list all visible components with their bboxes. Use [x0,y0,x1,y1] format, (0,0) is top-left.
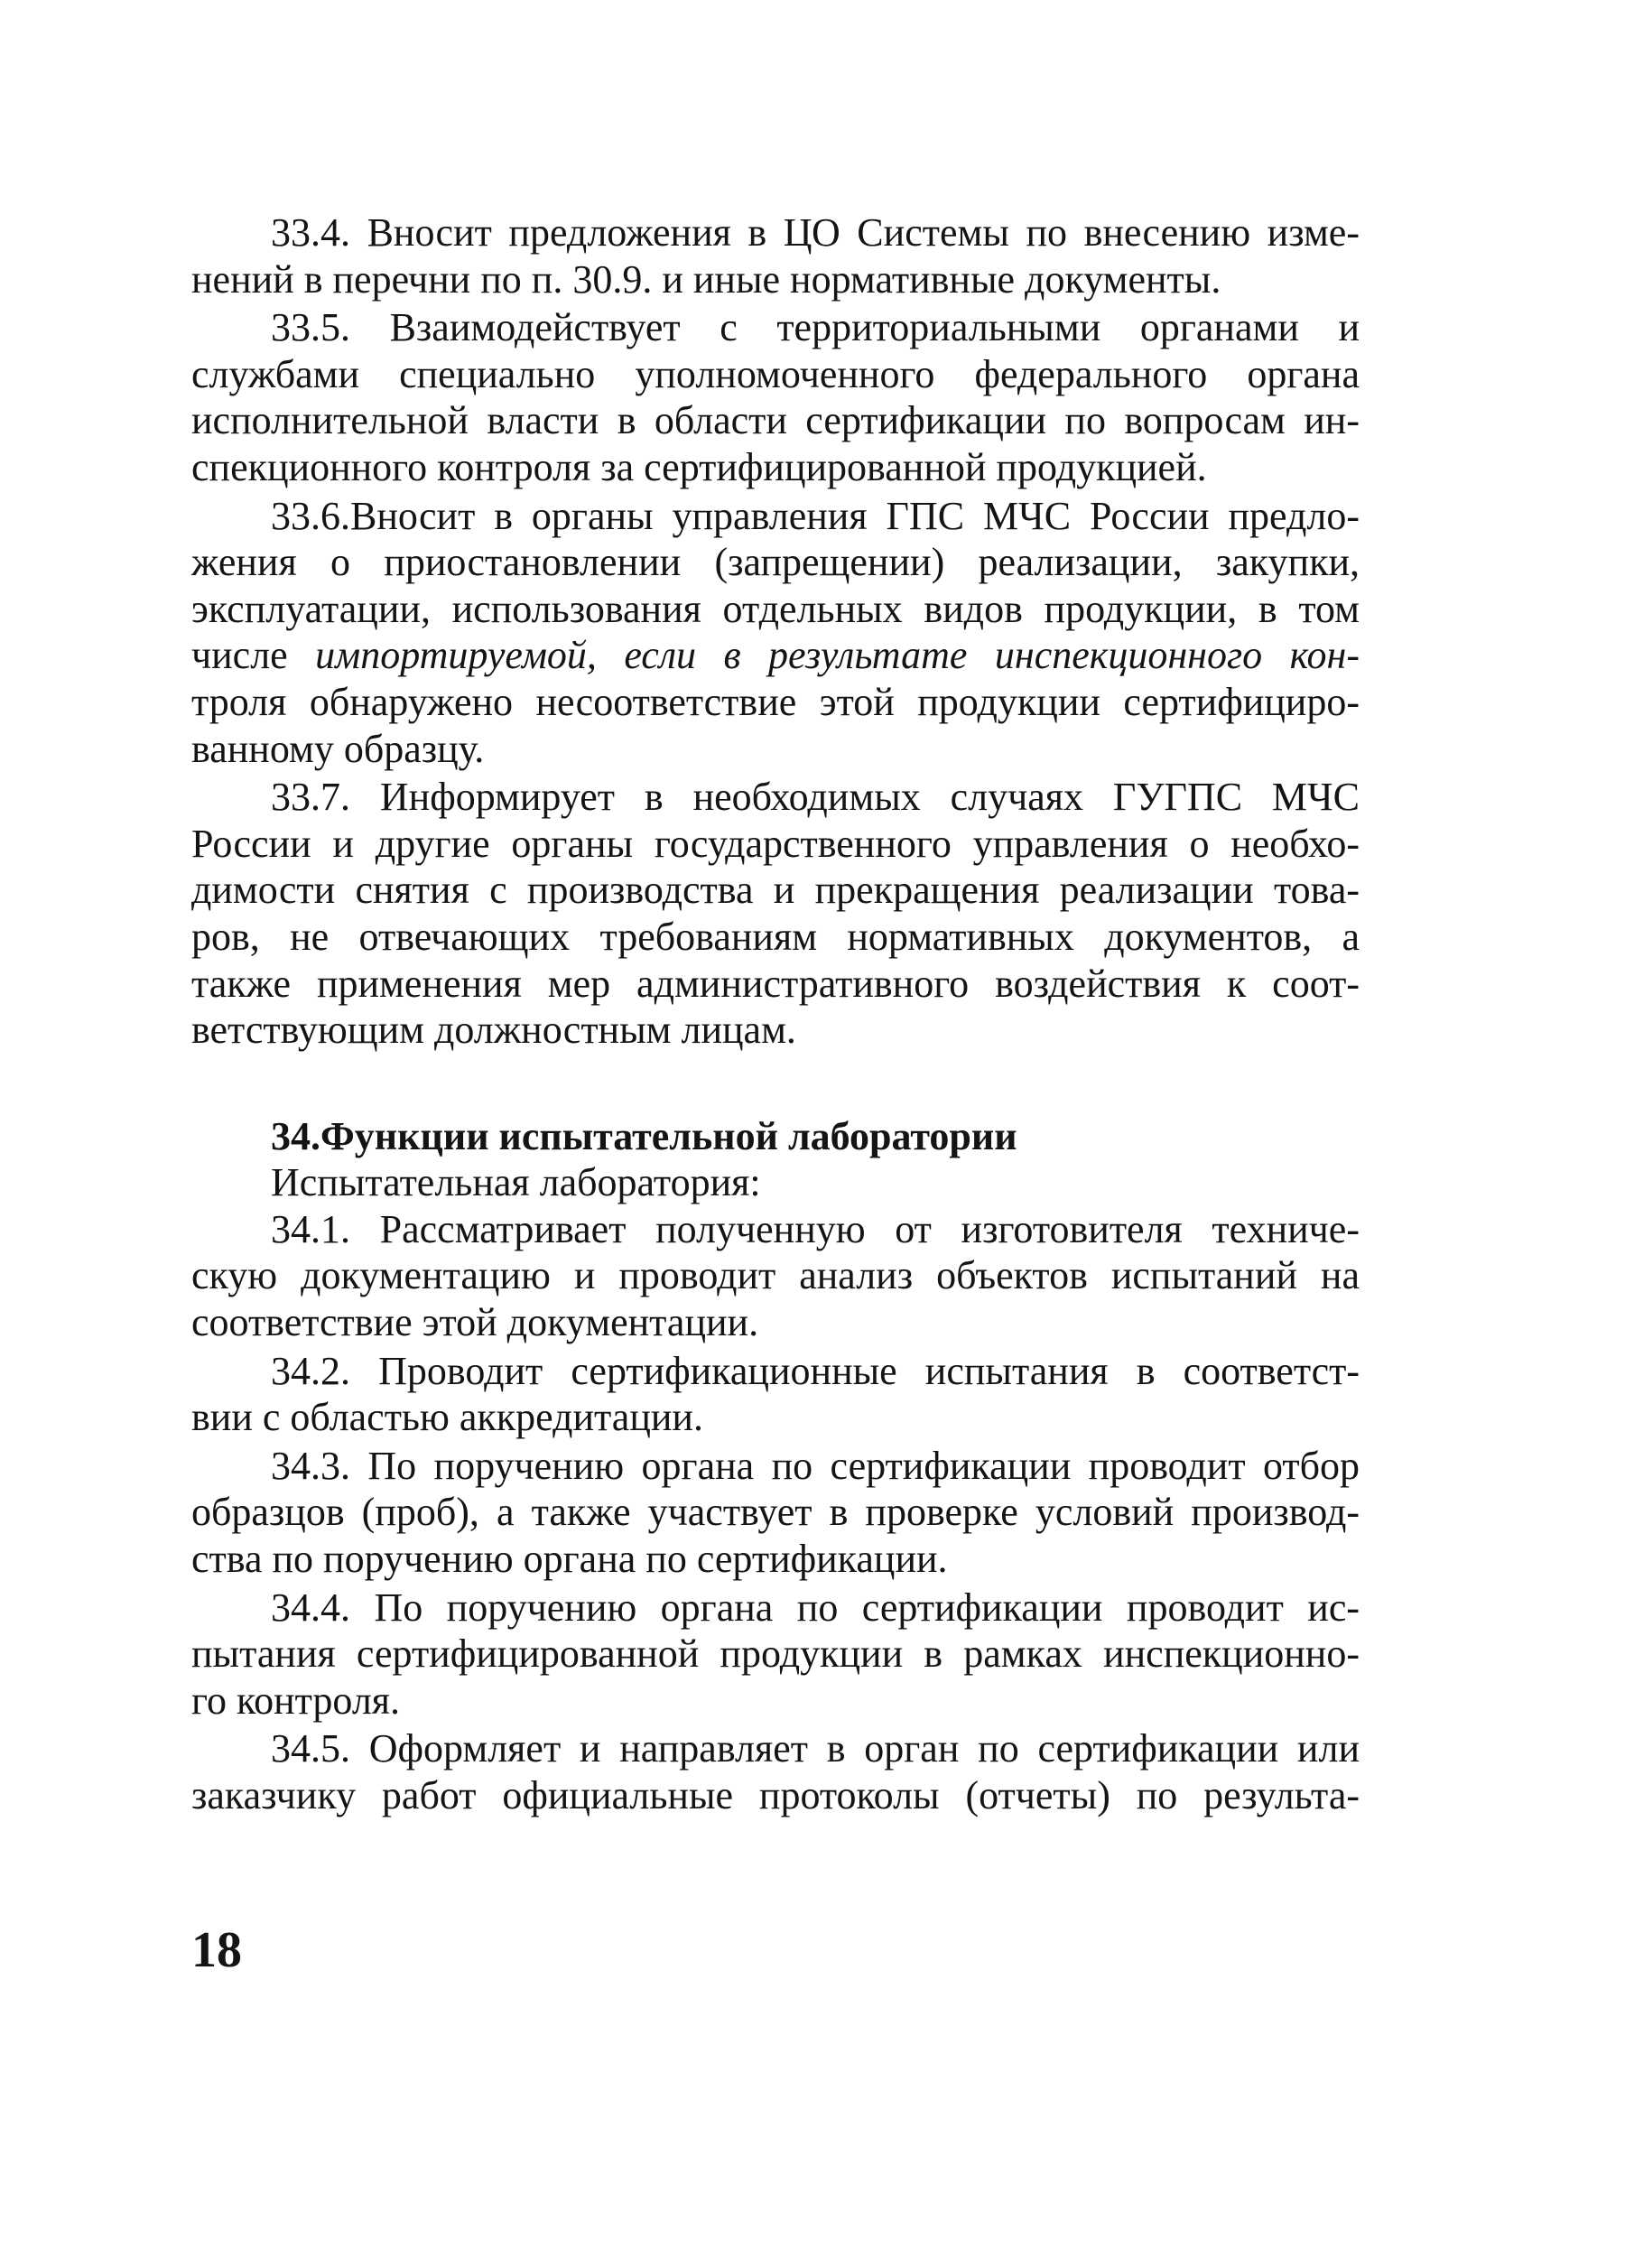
section-33-items [191,209,1360,1054]
paragraph-item [191,209,1360,302]
text-line: ветствующим должностным лицам. [191,1008,796,1053]
text-line: нений в перечни по п. 30.9. и иные нормативные документы. [191,256,1221,302]
page-number: 18 [191,1922,242,1978]
text-line: 33.6.Вносит в органы управления ГПС МЧС России предло- [271,493,1360,538]
text-line: вии с областью аккредитации. [191,1395,703,1440]
text-line: заказчику работ официальные протоколы (отчеты) по результа- [191,1773,1360,1817]
text-line: 34.2. Проводит сертификационные испытания в соответст- [271,1348,1360,1393]
page-body [191,209,1360,1819]
text-line: также применения мер административного воздействия к соот- [191,961,1360,1006]
paragraph-item [191,1725,1360,1818]
section-34-heading: 34.Функции испытательной лаборатории [271,1113,1017,1158]
text-line: димости снятия с производства и прекращения реализации това- [191,868,1360,913]
paragraph-item [191,1348,1360,1441]
text-line: 33.5. Взаимодействует с территориальными органами и [271,305,1360,350]
text-line: ства по поручению органа по сертификации. [191,1537,948,1582]
text-line: 33.4. Вносит предложения в ЦО Системы по внесению изме- [271,210,1360,255]
paragraph-item [191,493,1360,773]
text-line: 34.3. По поручению органа по сертификации проводит отбор [271,1443,1360,1488]
text-line: троля обнаружено несоответствие этой продукции сертифициро- [191,679,1360,724]
text-line: 33.7. Информирует в необходимых случаях ГУГПС МЧС [271,775,1360,820]
text-line: образцов (проб), а также участвует в проверке условий производ- [191,1490,1360,1535]
paragraph-item [191,774,1360,1054]
paragraph-item [191,1206,1360,1346]
paragraph-item [191,1443,1360,1583]
text-line: 34.4. По поручению органа по сертификации проводит ис- [271,1585,1360,1630]
italic-phrase: импортируемой, если в результате инспекционного кон- [315,633,1360,678]
paragraph-item [191,1585,1360,1724]
section-34-items [191,1206,1360,1819]
text-line: эксплуатации, использования отдельных видов продукции, в том [191,586,1360,631]
text-line: России и другие органы государственного управления о необхо- [191,821,1360,866]
paragraph-item [191,304,1360,490]
text-line: 34.1. Рассматривает полученную от изготовителя техниче- [271,1206,1360,1251]
text-line: исполнительной власти в области сертификации по вопросам ин- [191,398,1360,443]
text-line: жения о приостановлении (запрещении) реализации, закупки, [191,540,1360,585]
text-line: соответствие этой документации. [191,1300,759,1345]
text-line: пытания сертифицированной продукции в рамках инспекционно- [191,1631,1360,1677]
text-line: спекционного контроля за сертифицированной продукцией. [191,444,1207,489]
text-line: го контроля. [191,1678,401,1723]
section-34-intro: Испытательная лаборатория: [271,1160,761,1205]
text-line: ванному образцу. [191,726,485,771]
text-line: числе импортируемой, если в результате инспекционного кон- [191,633,1360,678]
text-line: службами специально уполномоченного федерального органа [191,351,1360,396]
text-line: скую документацию и проводит анализ объектов испытаний на [191,1253,1360,1298]
text-line: ров, не отвечающих требованиям нормативных документов, а [191,914,1360,959]
text-line: 34.5. Оформляет и направляет в орган по сертификации или [271,1726,1360,1771]
